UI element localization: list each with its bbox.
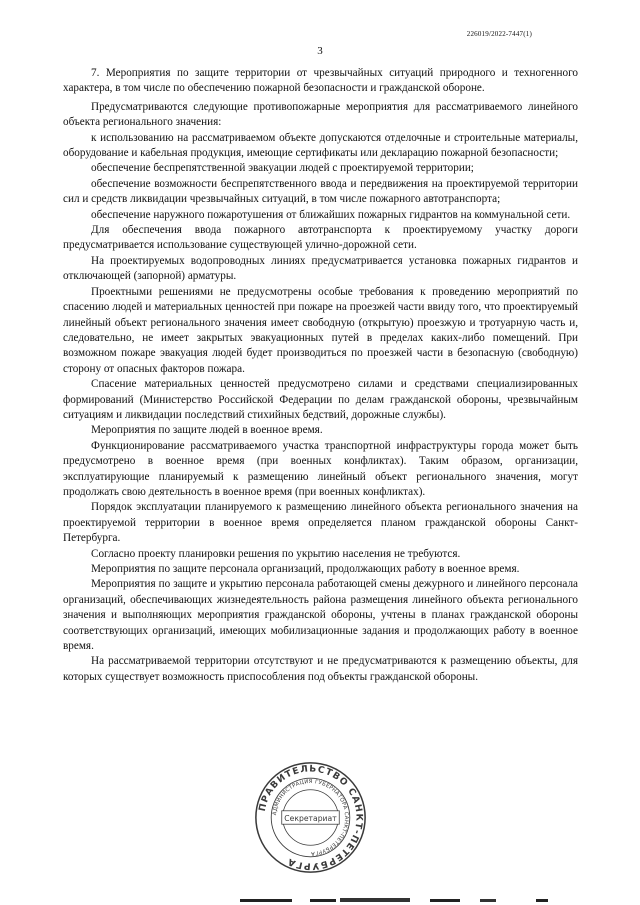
document-body [63, 66, 578, 685]
list-item: обеспечение возможности беспрепятственного ввода и передвижения на проектируемой территории сил и средств ликвидации чрезвычайных ситуаций, в том числе пожарного автотранспорта; [63, 177, 578, 206]
paragraph: Предусматриваются следующие противопожарные мероприятия для рассматриваемого линейного объекта регионального значения: [63, 100, 578, 129]
paragraph: Мероприятия по защите персонала организаций, продолжающих работу в военное время. [91, 563, 520, 575]
signature-marks [240, 897, 570, 903]
seal-stamp [253, 760, 368, 875]
list-item: к использованию на рассматриваемом объекте допускаются отделочные и строительные материалы, оборудование и кабельная продукция, имеющие сертификаты или декларацию пожарной безопасности; [63, 131, 578, 160]
paragraph: Спасение материальных ценностей предусмотрено силами и средствами специализированных формирований (Министерство Российской Федерации по делам гражданской обороны, чрезвычайным ситуациям и ликвидации последствий стихийных бедствий, дорожные службы). [63, 378, 578, 421]
list-item: обеспечение наружного пожаротушения от ближайших пожарных гидрантов на коммунальной сети. [91, 208, 571, 221]
stamp-inner-text: АДМИНИСТРАЦИЯ ГУБЕРНАТОРА САНКТ-ПЕТЕРБУРГА [272, 778, 350, 857]
section-heading: 7. Мероприятия по защите территории от чрезвычайных ситуаций природного и техногенного характера, в том числе по обеспечению пожарной безопасности и гражданской обороне. [63, 67, 578, 95]
stamp-ring-text: ПРАВИТЕЛЬСТВО САНКТ-ПЕТЕРБУРГА [257, 764, 364, 871]
paragraph: Функционирование рассматриваемого участка транспортной инфраструктуры города может быть предусмотрено в военное время (при военных конфликтах). Таким образом, организации, эксплуатирующие планируемый к размещению линейный объект регионального значения, могут продолжать свою деятельность в военное время (при военных конфликтах). [63, 439, 578, 498]
document-id: 226019/2022-7447(1) [466, 30, 532, 38]
paragraph: Для обеспечения ввода пожарного автотранспорта к проектируемому участку дороги предусматривается использование существующей улично-дорожной сети. [63, 224, 578, 252]
paragraph: Мероприятия по защите людей в военное время. [91, 424, 323, 437]
paragraph: Проектными решениями не предусмотрены особые требования к проведению мероприятий по спасению людей и материальных ценностей при пожаре на проезжей части ввиду того, что проектируемый линейный объект регионального значения имеет свободную (открытую) проезжую и тротуарную часть и, следовательно, не имеет закрытых эвакуационных путей в пределах каких-либо помещений. При возможном пожаре эвакуация людей будет производиться по проезжей части в безопасную (свободную) сторону от опасных факторов пожара. [63, 285, 578, 375]
paragraph: Порядок эксплуатации планируемого к размещению линейного объекта регионального значения на проектируемой территории в военное время определяется планом гражданской обороны Санкт-Петербурга. [63, 501, 578, 545]
paragraph: На проектируемых водопроводных линиях предусматривается установка пожарных гидрантов и отключающей (запорной) арматуры. [63, 254, 578, 283]
page-number: 3 [317, 45, 323, 57]
list-item: обеспечение беспрепятственной эвакуации людей с проектируемой территории; [91, 162, 474, 175]
paragraph: Мероприятия по защите и укрытию персонала работающей смены дежурного и линейного персонала организаций, обеспечивающих жизнедеятельность района размещения линейного объекта регионального значения и выполняющих мероприятия гражданской обороны, учтены в планах гражданской обороны соответствующих организаций, имеющих мобилизационные задания и продолжающих работу в военное время. [63, 578, 578, 653]
stamp-center-text: Секретариат [284, 813, 337, 823]
paragraph: На рассматриваемой территории отсутствуют и не предусматриваются к размещению объекты, для которых существует возможность приспособления под объекты гражданской обороны. [63, 655, 578, 683]
paragraph: Согласно проекту планировки решения по укрытию населения не требуются. [91, 547, 461, 560]
